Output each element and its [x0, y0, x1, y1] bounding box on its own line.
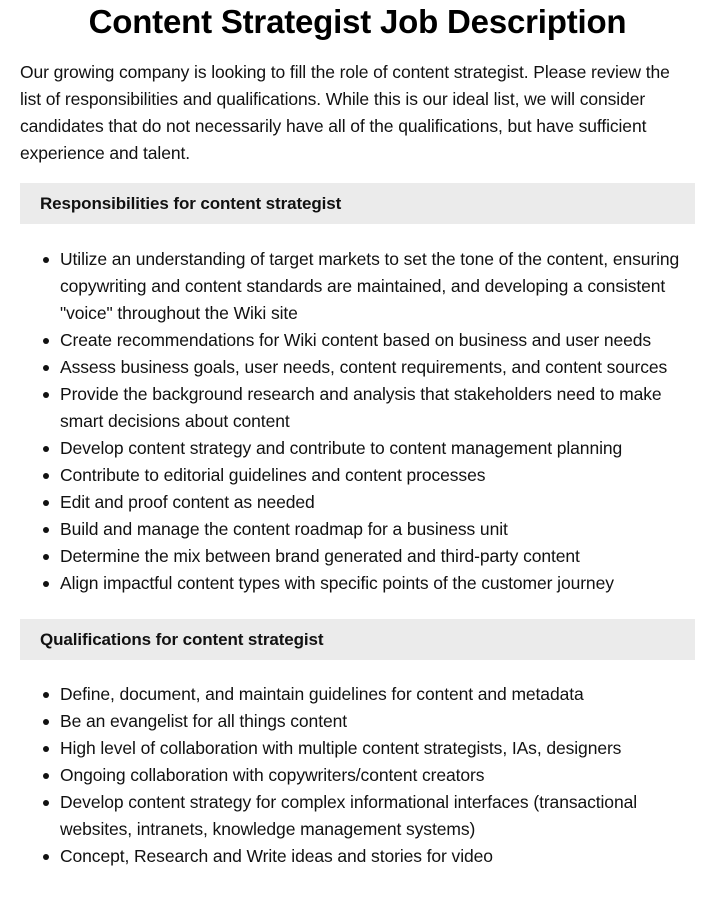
bullet-icon	[43, 365, 49, 371]
qualifications-header	[20, 619, 695, 660]
list-item	[60, 570, 695, 597]
list-item	[60, 435, 695, 462]
list-item-text: Edit and proof content as needed	[60, 492, 315, 512]
bullet-icon	[43, 773, 49, 779]
qualifications-list	[20, 681, 695, 870]
list-item	[60, 327, 695, 354]
list-item	[60, 789, 695, 843]
list-item	[60, 516, 695, 543]
bullet-icon	[43, 446, 49, 452]
list-item-text: Develop content strategy for complex informational interfaces (transactional websites, intranets, knowledge management systems)	[60, 792, 637, 839]
list-item-text: Assess business goals, user needs, content requirements, and content sources	[60, 357, 668, 377]
list-item	[60, 489, 695, 516]
qualifications-heading: Qualifications for content strategist	[40, 629, 324, 649]
list-item-text: Contribute to editorial guidelines and content processes	[60, 465, 486, 485]
bullet-icon	[43, 257, 49, 263]
bullet-icon	[43, 719, 49, 725]
responsibilities-heading: Responsibilities for content strategist	[40, 193, 342, 213]
list-item	[60, 381, 695, 435]
responsibilities-list	[20, 246, 695, 597]
list-item-text: Determine the mix between brand generated and third-party content	[60, 546, 580, 566]
bullet-icon	[43, 581, 49, 587]
list-item	[60, 681, 695, 708]
list-item	[60, 462, 695, 489]
list-item	[60, 246, 695, 327]
bullet-icon	[43, 800, 49, 806]
list-item-text: Develop content strategy and contribute to content management planning	[60, 438, 623, 458]
list-item-text: Provide the background research and analysis that stakeholders need to make smart decisions about content	[60, 384, 662, 431]
bullet-icon	[43, 500, 49, 506]
bullet-icon	[43, 338, 49, 344]
list-item-text: Build and manage the content roadmap for a business unit	[60, 519, 508, 539]
list-item	[60, 708, 695, 735]
section-spacer	[20, 597, 695, 603]
list-item	[60, 543, 695, 570]
list-item	[60, 762, 695, 789]
bullet-icon	[43, 746, 49, 752]
intro-paragraph: Our growing company is looking to fill the role of content strategist. Please review the list of responsibilities and qualifications. While this is our ideal list, we will consider candidates that do not necessarily have all of the qualifications, but have sufficient experience and talent.	[20, 62, 670, 163]
page-title: Content Strategist Job Description	[88, 3, 627, 40]
bullet-icon	[43, 854, 49, 860]
list-item-text: Concept, Research and Write ideas and stories for video	[60, 846, 493, 866]
bullet-icon	[43, 473, 49, 479]
list-item-text: Align impactful content types with specific points of the customer journey	[60, 573, 614, 593]
list-item-text: Utilize an understanding of target markets to set the tone of the content, ensuring copywriting and content standards are maintained, and developing a consistent "voice" throughout the Wiki site	[60, 249, 680, 323]
list-item-text: High level of collaboration with multiple content strategists, IAs, designers	[60, 738, 622, 758]
list-item	[60, 354, 695, 381]
bullet-icon	[43, 527, 49, 533]
bullet-icon	[43, 692, 49, 698]
responsibilities-header	[20, 183, 695, 224]
list-item-text: Ongoing collaboration with copywriters/content creators	[60, 765, 485, 785]
list-item-text: Define, document, and maintain guidelines for content and metadata	[60, 684, 584, 704]
list-item	[60, 843, 695, 870]
list-item	[60, 735, 695, 762]
list-item-text: Be an evangelist for all things content	[60, 711, 347, 731]
list-item-text: Create recommendations for Wiki content based on business and user needs	[60, 330, 652, 350]
bullet-icon	[43, 392, 49, 398]
bullet-icon	[43, 554, 49, 560]
